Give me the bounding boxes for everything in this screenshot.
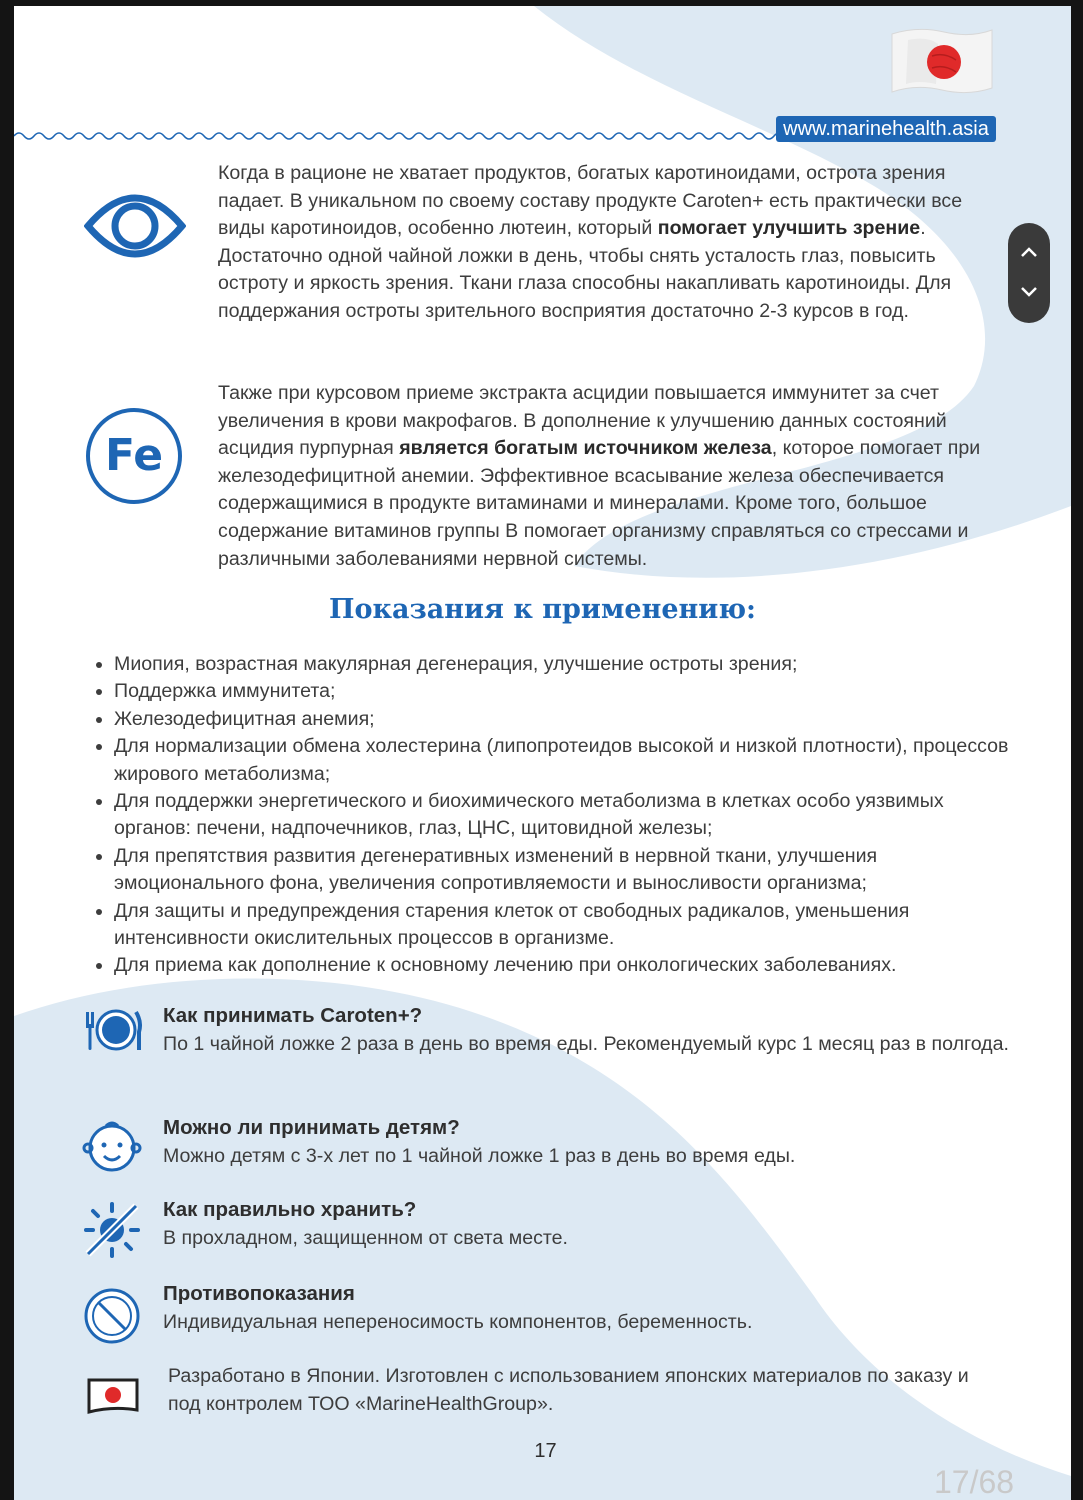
prohibited-icon [82, 1286, 142, 1346]
list-item: • Для препятствия развития дегенеративных изменений в нервной ткани, улучшения эмоционального фона, увеличения сопротивляемости и выносливости организма; [114, 843, 1024, 898]
faq-item [163, 1002, 1023, 1058]
iron-fe-icon [86, 408, 182, 504]
faq-answer: По 1 чайной ложке 2 раза в день во время еды. Рекомендуемый курс 1 месяц раз в полгода. [163, 1033, 1009, 1055]
indications-title: Показания к применению: [329, 594, 756, 625]
chevron-down-icon[interactable] [1019, 285, 1039, 299]
iron-text: Также при курсовом приеме экстракта асцидии повышается иммунитет за счет увеличения в крови макрофагов. В дополнение к улучшению данных состояний асцидия пурпурная [218, 382, 947, 460]
no-sunlight-icon [82, 1200, 142, 1260]
list-item: • Поддержка иммунитета; [114, 678, 1024, 705]
faq-answer: В прохладном, защищенном от света месте. [163, 1227, 569, 1249]
iron-paragraph [218, 380, 1008, 573]
page-number: 17 [534, 1440, 557, 1462]
vision-text: Когда в рационе не хватает продуктов, богатых каротиноидами, острота зрения падает. В уникальном по своему составу продукте Caroten+ есть практически все виды каротиноидов, особенно лютеин, который [218, 162, 963, 240]
iron-text-end: , которое помогает при железодефицитной анемии. Эффективное всасывание железа обеспечивается содержащимися в продукте витаминами и минералами. Кроме того, большое содержание витаминов группы В помогает организму справляться со стрессами и различными заболеваниями нервной системы. [218, 437, 981, 570]
vision-paragraph [218, 160, 1008, 326]
page-scroll-control[interactable] [1008, 223, 1050, 323]
list-item: • Для нормализации обмена холестерина (липопротеидов высокой и низкой плотности), процессов жирового метаболизма; [114, 733, 1024, 788]
chevron-up-icon[interactable] [1019, 245, 1039, 259]
faq-item [163, 1114, 1023, 1170]
japan-flag-small-icon [86, 1376, 140, 1416]
iron-text-bold: является богатым источником железа [399, 437, 772, 460]
indications-list [84, 651, 1024, 980]
iron-fe-label: Fe [104, 430, 164, 481]
vision-text-bold: помогает улучшить зрение [657, 217, 921, 240]
faq-question: Можно ли принимать детям? [163, 1116, 460, 1139]
made-in-japan-text: Разработано в Японии. Изготовлен с использованием японских материалов по заказу и под контролем ТОО «MarineHealthGroup». [168, 1365, 969, 1415]
faq-answer: Можно детям с 3-х лет по 1 чайной ложке 1 раз в день во время еды. [163, 1145, 796, 1167]
baby-face-icon [82, 1118, 142, 1174]
plate-cutlery-icon [84, 1008, 142, 1052]
website-badge[interactable]: www.marinehealth.asia [776, 116, 996, 142]
document-page [14, 6, 1071, 1500]
list-item: • Железодефицитная анемия; [114, 706, 1024, 733]
faq-question: Как принимать Caroten+? [163, 1004, 423, 1027]
faq-question: Как правильно хранить? [163, 1198, 417, 1221]
vision-text-end: . Достаточно одной чайной ложки в день, чтобы снять усталость глаз, повысить остроту и яркость зрения. Ткани глаза способны накапливать каротиноиды. Для поддержания остроты зрительного восприятия достаточно 2-3 курсов в год. [218, 217, 952, 322]
page-counter: 17/68 [934, 1464, 1015, 1500]
list-item: • Для поддержки энергетического и биохимического метаболизма в клетках особо уязвимых органов: печени, надпочечников, глаз, ЦНС, щитовидной железы; [114, 788, 1024, 843]
faq-question: Противопоказания [163, 1282, 355, 1305]
list-item: • Миопия, возрастная макулярная дегенерация, улучшение остроты зрения; [114, 651, 1024, 678]
faq-answer: Индивидуальная непереносимость компонентов, беременность. [163, 1311, 753, 1333]
japan-flag-icon [888, 26, 996, 96]
faq-item [163, 1280, 1023, 1336]
list-item: • Для защиты и предупреждения старения клеток от свободных радикалов, уменьшения интенсивности окислительных процессов в организме. [114, 898, 1024, 953]
eye-icon [84, 188, 186, 264]
faq-item [163, 1196, 1023, 1252]
list-item: • Для приема как дополнение к основному лечению при онкологических заболеваниях. [114, 952, 1024, 979]
header-wave-line [14, 126, 794, 142]
